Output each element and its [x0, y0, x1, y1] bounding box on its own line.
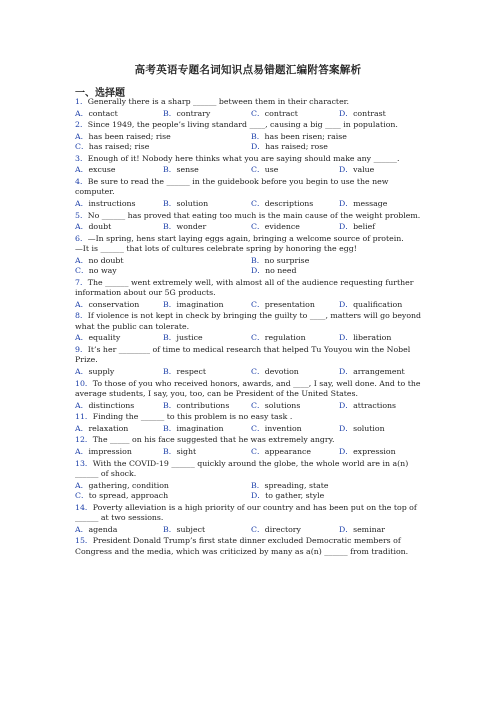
- option-letter: B．: [251, 255, 265, 265]
- option-letter: D．: [251, 142, 266, 152]
- answer-option[interactable]: [75, 491, 251, 501]
- option-letter: C．: [251, 423, 265, 433]
- option-text: invention: [264, 423, 302, 433]
- answer-option[interactable]: [75, 165, 163, 175]
- option-letter: A．: [75, 524, 89, 534]
- answer-option[interactable]: [251, 367, 339, 377]
- option-text: expression: [353, 446, 396, 456]
- answer-option[interactable]: [251, 333, 339, 343]
- answer-option[interactable]: [163, 222, 251, 232]
- option-letter: D．: [339, 400, 354, 410]
- option-letter: B．: [163, 423, 177, 433]
- option-text: solution: [176, 198, 209, 208]
- answer-option[interactable]: [75, 132, 251, 142]
- option-text: instructions: [88, 198, 136, 208]
- option-letter: A．: [75, 400, 89, 410]
- option-text: sight: [176, 446, 197, 456]
- option-text: supply: [88, 366, 115, 376]
- option-text: to spread, approach: [88, 490, 169, 500]
- option-letter: B．: [163, 299, 177, 309]
- option-text: contract: [264, 108, 298, 118]
- option-text: use: [264, 165, 279, 175]
- option-letter: D．: [339, 165, 354, 175]
- question-item: [75, 154, 427, 164]
- answer-option[interactable]: [75, 222, 163, 232]
- option-letter: C．: [251, 446, 265, 456]
- option-letter: D．: [339, 446, 354, 456]
- question-item: [75, 211, 427, 221]
- option-text: presentation: [264, 299, 315, 309]
- option-letter: B．: [163, 524, 177, 534]
- option-text: conservation: [88, 299, 140, 309]
- answer-option[interactable]: [75, 109, 163, 119]
- option-letter: A．: [75, 299, 89, 309]
- question-item: [75, 536, 427, 557]
- option-letter: C．: [251, 198, 265, 208]
- answer-options: [75, 222, 427, 232]
- answer-option[interactable]: [339, 165, 427, 175]
- answer-options: [75, 165, 427, 175]
- option-text: evidence: [264, 222, 300, 232]
- option-text: directory: [264, 524, 301, 534]
- answer-options: [75, 333, 427, 343]
- question-number: 3．: [75, 153, 88, 163]
- document-title: 高考英语专题名词知识点易错题汇编附答案解析: [134, 64, 362, 76]
- option-letter: C．: [251, 333, 265, 343]
- option-letter: A．: [75, 165, 89, 175]
- option-text: no need: [265, 266, 297, 276]
- option-letter: C．: [251, 222, 265, 232]
- option-text: contrary: [176, 108, 211, 118]
- answer-option[interactable]: [339, 300, 427, 310]
- option-text: solution: [353, 423, 385, 433]
- question-item: [75, 234, 427, 244]
- option-letter: B．: [163, 366, 177, 376]
- answer-options: [75, 132, 427, 153]
- option-letter: A．: [75, 255, 89, 265]
- option-text: contact: [88, 108, 118, 118]
- answer-options: [75, 481, 427, 502]
- option-text: arrangement: [353, 366, 405, 376]
- option-letter: B．: [163, 446, 177, 456]
- question-item: [75, 412, 427, 422]
- option-text: justice: [176, 333, 203, 343]
- option-letter: B．: [163, 165, 177, 175]
- answer-option[interactable]: [75, 447, 163, 457]
- answer-options: [75, 367, 427, 377]
- answer-option[interactable]: [251, 266, 427, 276]
- option-text: distinctions: [88, 400, 135, 410]
- option-letter: B．: [251, 131, 265, 141]
- question-number: 11．: [75, 412, 93, 422]
- question-stem: No ______ has proved that eating too much is the main cause of the weight problem.: [87, 210, 421, 220]
- answer-options: [75, 300, 427, 310]
- option-letter: D．: [251, 266, 266, 276]
- option-text: subject: [176, 524, 206, 534]
- answer-option[interactable]: [75, 367, 163, 377]
- question-item: [75, 177, 427, 198]
- option-letter: C．: [75, 490, 89, 500]
- option-letter: D．: [339, 222, 354, 232]
- option-text: regulation: [264, 333, 306, 343]
- answer-option[interactable]: [163, 300, 251, 310]
- question-number: 7．: [75, 277, 88, 287]
- answer-options: [75, 424, 427, 434]
- option-text: sense: [176, 165, 199, 175]
- question-number: 9．: [75, 344, 88, 354]
- question-stem: Be sure to read the ______ in the guidebook before you begin to use the new computer.: [75, 176, 389, 197]
- question-stem: If violence is not kept in check by bringing the guilty to ____, matters will go beyond what the public can tolerate.: [75, 311, 422, 331]
- question-number: 8．: [75, 311, 88, 321]
- answer-option[interactable]: [163, 333, 251, 343]
- answer-option[interactable]: [163, 401, 251, 411]
- option-text: no doubt: [88, 255, 124, 265]
- question-number: 6．: [75, 233, 88, 243]
- option-text: imagination: [176, 423, 224, 433]
- section-heading: 一、选择题: [75, 88, 125, 99]
- option-letter: B．: [163, 222, 177, 232]
- option-letter: A．: [75, 423, 89, 433]
- question-item: [75, 311, 427, 332]
- question-stem: Since 1949, the people’s living standard ____, causing a big ____ in population.: [87, 120, 398, 130]
- question-item: [75, 120, 427, 130]
- question-item: [75, 435, 427, 445]
- option-letter: C．: [75, 266, 89, 276]
- question-number: 5．: [75, 210, 88, 220]
- option-letter: A．: [75, 108, 89, 118]
- answer-option[interactable]: [75, 266, 251, 276]
- option-letter: D．: [339, 524, 354, 534]
- answer-option[interactable]: [75, 424, 163, 434]
- answer-option[interactable]: [75, 481, 251, 491]
- option-letter: A．: [75, 198, 89, 208]
- question-item: [75, 379, 427, 400]
- option-text: excuse: [88, 165, 116, 175]
- option-text: has raised; rise: [88, 142, 150, 152]
- answer-option[interactable]: [75, 256, 251, 266]
- answer-options: [75, 401, 427, 411]
- question-number: 12．: [75, 435, 93, 445]
- option-text: imagination: [176, 299, 224, 309]
- answer-option[interactable]: [339, 424, 427, 434]
- answer-option[interactable]: [339, 525, 427, 535]
- answer-option[interactable]: [251, 300, 339, 310]
- answer-options: [75, 525, 427, 535]
- answer-option[interactable]: [163, 165, 251, 175]
- option-letter: C．: [251, 299, 265, 309]
- option-text: appearance: [264, 446, 312, 456]
- option-text: qualification: [353, 299, 403, 309]
- answer-option[interactable]: [339, 109, 427, 119]
- question-stem: —In spring, hens start laying eggs again, bringing a welcome source of protein.: [87, 233, 404, 243]
- question-item: [75, 503, 427, 524]
- answer-option[interactable]: [163, 424, 251, 434]
- question-number: 14．: [75, 502, 93, 512]
- option-text: liberation: [353, 333, 392, 343]
- answer-option[interactable]: [339, 222, 427, 232]
- option-text: belief: [353, 222, 376, 232]
- option-text: descriptions: [264, 198, 314, 208]
- question-number: 1．: [75, 97, 88, 106]
- option-letter: C．: [251, 524, 265, 534]
- answer-option[interactable]: [339, 401, 427, 411]
- option-letter: D．: [339, 423, 354, 433]
- option-text: no surprise: [264, 255, 310, 265]
- option-letter: B．: [163, 333, 177, 343]
- option-text: doubt: [88, 222, 112, 232]
- answer-option[interactable]: [163, 367, 251, 377]
- answer-option[interactable]: [251, 491, 427, 501]
- question-stem: It’s her ________ of time to medical research that helped Tu Youyou win the Nobel Prize.: [75, 344, 411, 365]
- option-letter: B．: [251, 480, 265, 490]
- answer-options: [75, 199, 427, 209]
- question-number: 15．: [75, 536, 93, 546]
- answer-option[interactable]: [163, 447, 251, 457]
- option-text: value: [353, 165, 375, 175]
- option-text: to gather, style: [265, 490, 325, 500]
- option-text: contributions: [176, 400, 230, 410]
- answer-option[interactable]: [251, 256, 427, 266]
- answer-option[interactable]: [251, 165, 339, 175]
- option-letter: D．: [339, 198, 354, 208]
- option-text: impression: [88, 446, 132, 456]
- answer-option[interactable]: [75, 199, 163, 209]
- question-item: [75, 459, 427, 480]
- option-text: relaxation: [88, 423, 129, 433]
- answer-option[interactable]: [251, 222, 339, 232]
- option-letter: D．: [339, 299, 354, 309]
- question-item: [75, 278, 427, 299]
- option-letter: A．: [75, 480, 89, 490]
- answer-option[interactable]: [75, 300, 163, 310]
- option-text: respect: [176, 366, 206, 376]
- option-text: spreading, state: [264, 480, 329, 490]
- answer-option[interactable]: [75, 142, 251, 152]
- option-letter: A．: [75, 222, 89, 232]
- option-text: contrast: [353, 108, 386, 118]
- question-stem: Poverty alleviation is a high priority of our country and has been put on the top of ______ at two sessions.: [75, 502, 417, 522]
- answer-option[interactable]: [75, 401, 163, 411]
- answer-option[interactable]: [251, 525, 339, 535]
- question-list: [75, 97, 427, 557]
- answer-option[interactable]: [251, 132, 427, 142]
- question-item: [75, 97, 427, 107]
- question-number: 4．: [75, 176, 88, 186]
- option-text: message: [353, 198, 388, 208]
- option-letter: B．: [163, 400, 177, 410]
- answer-option[interactable]: [339, 199, 427, 209]
- answer-option[interactable]: [339, 447, 427, 457]
- question-stem: With the COVID-19 ______ quickly around the globe, the whole world are in a(n) ______ of shock.: [75, 458, 409, 478]
- option-letter: A．: [75, 366, 89, 376]
- option-text: agenda: [88, 524, 118, 534]
- question-stem: Finding the ______ to this problem is no easy task .: [92, 412, 293, 422]
- option-letter: B．: [163, 198, 177, 208]
- answer-option[interactable]: [251, 481, 427, 491]
- answer-option[interactable]: [251, 199, 339, 209]
- question-number: 2．: [75, 120, 88, 130]
- option-letter: D．: [251, 490, 266, 500]
- question-item: [75, 345, 427, 366]
- option-text: devotion: [264, 366, 299, 376]
- option-letter: A．: [75, 446, 89, 456]
- option-text: attractions: [353, 400, 397, 410]
- question-stem: Generally there is a sharp ______ between them in their character.: [87, 97, 350, 106]
- question-stem: The _____ on his face suggested that he was extremely angry.: [92, 435, 335, 445]
- option-text: wonder: [176, 222, 207, 232]
- answer-options: [75, 109, 427, 119]
- option-text: equality: [88, 333, 121, 343]
- option-text: has been risen; raise: [264, 131, 347, 141]
- question-number: 10．: [75, 378, 93, 388]
- answer-option[interactable]: [339, 367, 427, 377]
- answer-option[interactable]: [251, 424, 339, 434]
- answer-option[interactable]: [251, 447, 339, 457]
- answer-option[interactable]: [163, 199, 251, 209]
- answer-option[interactable]: [163, 109, 251, 119]
- option-text: has raised; rose: [265, 142, 328, 152]
- option-text: seminar: [353, 524, 385, 534]
- question-stem: The ______ went extremely well, with almost all of the audience requesting further information about our 5G products.: [75, 277, 414, 298]
- question-stem: Enough of it! Nobody here thinks what you are saying should make any ______.: [87, 153, 400, 163]
- option-letter: C．: [251, 400, 265, 410]
- option-letter: C．: [251, 108, 265, 118]
- option-text: solutions: [264, 400, 301, 410]
- answer-option[interactable]: [163, 525, 251, 535]
- option-letter: D．: [339, 366, 354, 376]
- option-letter: D．: [339, 333, 354, 343]
- option-letter: C．: [251, 366, 265, 376]
- option-letter: B．: [163, 108, 177, 118]
- option-letter: C．: [251, 165, 265, 175]
- option-letter: C．: [75, 142, 89, 152]
- question-number: 13．: [75, 458, 93, 468]
- option-letter: A．: [75, 333, 89, 343]
- option-letter: A．: [75, 131, 89, 141]
- option-text: has been raised; rise: [88, 131, 171, 141]
- answer-option[interactable]: [251, 142, 427, 152]
- answer-option[interactable]: [251, 109, 339, 119]
- question-stem-line2: —It is ______ that lots of cultures celebrate spring by honoring the egg!: [75, 244, 357, 254]
- option-letter: D．: [339, 108, 354, 118]
- answer-option[interactable]: [251, 401, 339, 411]
- question-stem: To those of you who received honors, awards, and ____, I say, well done. And to the average students, I say, you, too, can be President of the United States.: [75, 378, 421, 398]
- answer-option[interactable]: [339, 333, 427, 343]
- answer-options: [75, 447, 427, 457]
- option-text: gathering, condition: [88, 480, 169, 490]
- answer-option[interactable]: [75, 525, 163, 535]
- answer-options: [75, 256, 427, 277]
- answer-option[interactable]: [75, 333, 163, 343]
- option-text: no way: [88, 266, 117, 276]
- question-stem: President Donald Trump’s first state dinner excluded Democratic members of Congress and the media, which was criticized by many as a(n) ______ from tradition.: [75, 536, 409, 556]
